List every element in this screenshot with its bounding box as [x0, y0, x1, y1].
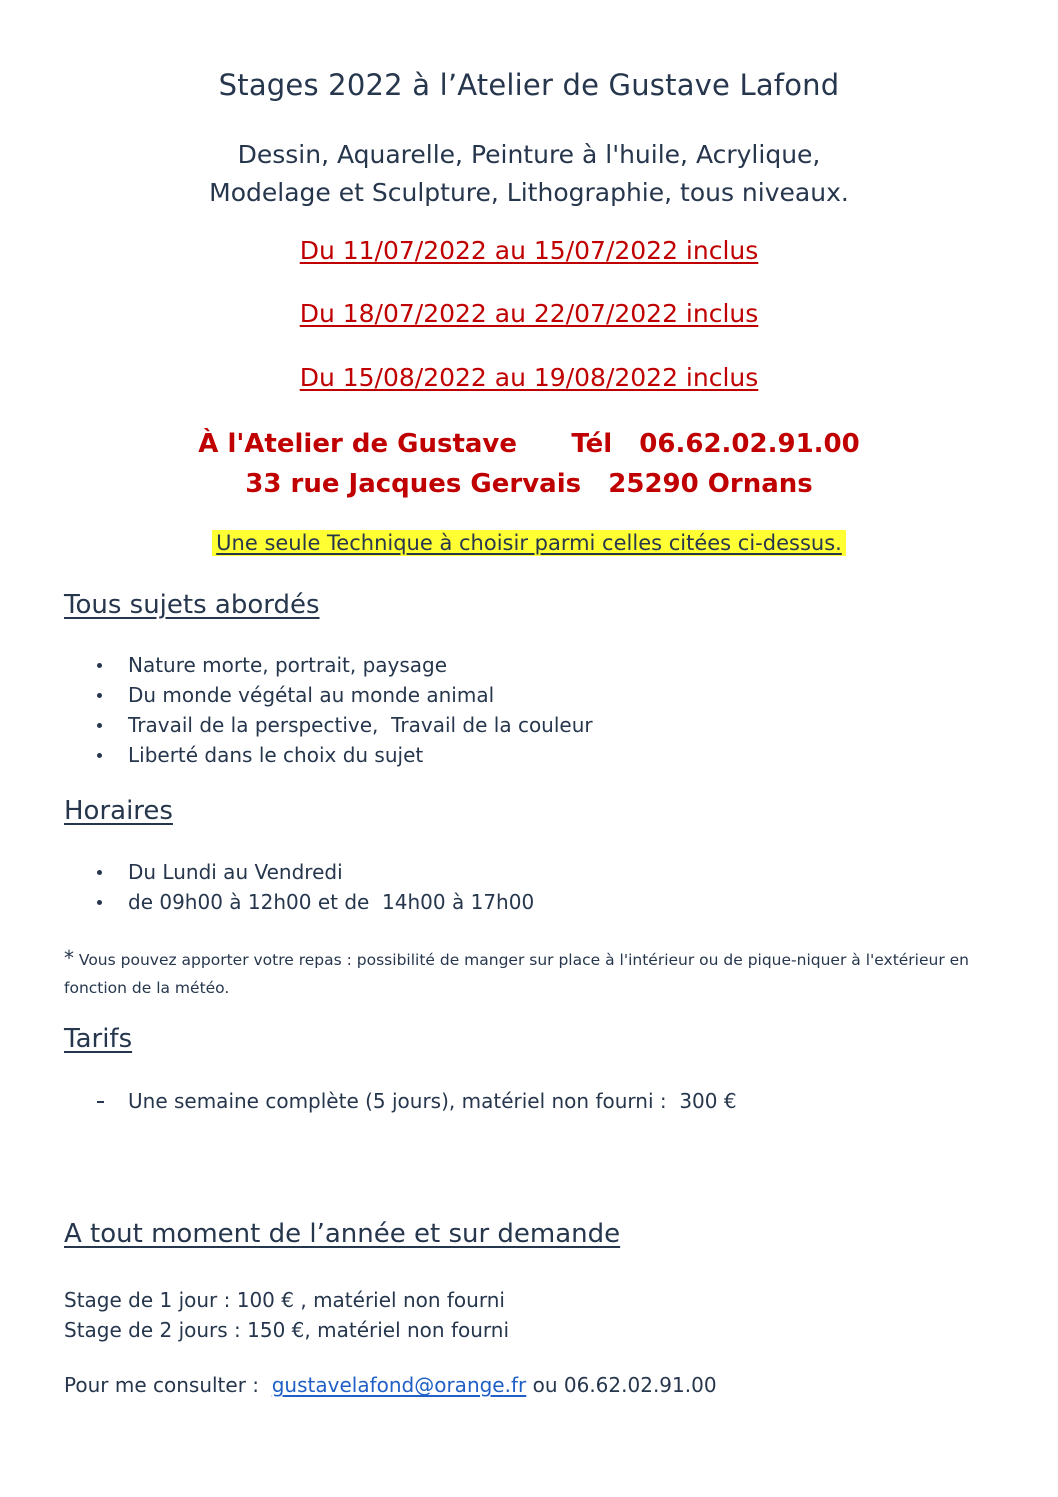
date-range-2: Du 18/07/2022 au 22/07/2022 inclus [299, 299, 759, 328]
highlight-note-container [0, 530, 1058, 556]
page-title: Stages 2022 à l’Atelier de Gustave Lafond [218, 68, 840, 102]
highlight-note: Une seule Technique à choisir parmi celles citées ci-dessus. [212, 530, 846, 556]
list-item-text: Une semaine complète (5 jours), matériel non fourni : 300 € [128, 1089, 737, 1113]
dash-bullet-icon [97, 1101, 104, 1103]
address-line-2: 33 rue Jacques Gervais 25290 Ornans [245, 469, 813, 499]
contact-suffix: ou 06.62.02.91.00 [526, 1373, 717, 1397]
list-item-text: Du monde végétal au monde animal [128, 683, 495, 707]
contact-line [64, 1373, 717, 1397]
footnote-asterisk: * [64, 946, 74, 970]
list-item [92, 857, 534, 887]
list-item [92, 650, 593, 680]
list-item-text: de 09h00 à 12h00 et de 14h00 à 17h00 [128, 890, 535, 914]
bullet-icon [97, 900, 102, 905]
list-item-text: Travail de la perspective, Travail de la couleur [128, 713, 593, 737]
list-item [92, 710, 593, 740]
stage-2-jours: Stage de 2 jours : 150 €, matériel non fourni [64, 1318, 510, 1342]
list-item [92, 1086, 737, 1116]
list-item-text: Du Lundi au Vendredi [128, 860, 343, 884]
section-heading-horaires: Horaires [64, 796, 173, 826]
subtitle-line-2: Modelage et Sculpture, Lithographie, tous niveaux. [209, 178, 849, 207]
section-heading-annee: A tout moment de l’année et sur demande [64, 1219, 621, 1249]
list-item-text: Nature morte, portrait, paysage [128, 653, 448, 677]
bullet-icon [97, 693, 102, 698]
list-item [92, 740, 593, 770]
footnote-text: Vous pouvez apporter votre repas : possibilité de manger sur place à l'intérieur ou de pique-niquer à l'extérieur en fonction de la météo. [64, 951, 970, 997]
section-heading-tarifs: Tarifs [64, 1024, 133, 1054]
section-heading-sujets: Tous sujets abordés [64, 590, 320, 620]
sujets-list [92, 650, 593, 770]
bullet-icon [97, 723, 102, 728]
contact-prefix: Pour me consulter : [64, 1373, 272, 1397]
bullet-icon [97, 663, 102, 668]
date-range-1: Du 11/07/2022 au 15/07/2022 inclus [299, 236, 759, 265]
stage-1-jour: Stage de 1 jour : 100 € , matériel non fourni [64, 1288, 505, 1312]
horaires-list [92, 857, 534, 917]
list-item-text: Liberté dans le choix du sujet [128, 743, 424, 767]
list-item [92, 680, 593, 710]
tarifs-list [92, 1086, 737, 1116]
bullet-icon [97, 753, 102, 758]
list-item [92, 887, 534, 917]
address-line-1: À l'Atelier de Gustave Tél 06.62.02.91.00 [198, 429, 860, 459]
date-range-3: Du 15/08/2022 au 19/08/2022 inclus [299, 363, 759, 392]
email-link[interactable]: gustavelafond@orange.fr [271, 1373, 527, 1397]
meal-footnote [64, 944, 984, 1002]
bullet-icon [97, 870, 102, 875]
subtitle-line-1: Dessin, Aquarelle, Peinture à l'huile, Acrylique, [237, 140, 821, 169]
techniques-subtitle [0, 136, 1058, 212]
